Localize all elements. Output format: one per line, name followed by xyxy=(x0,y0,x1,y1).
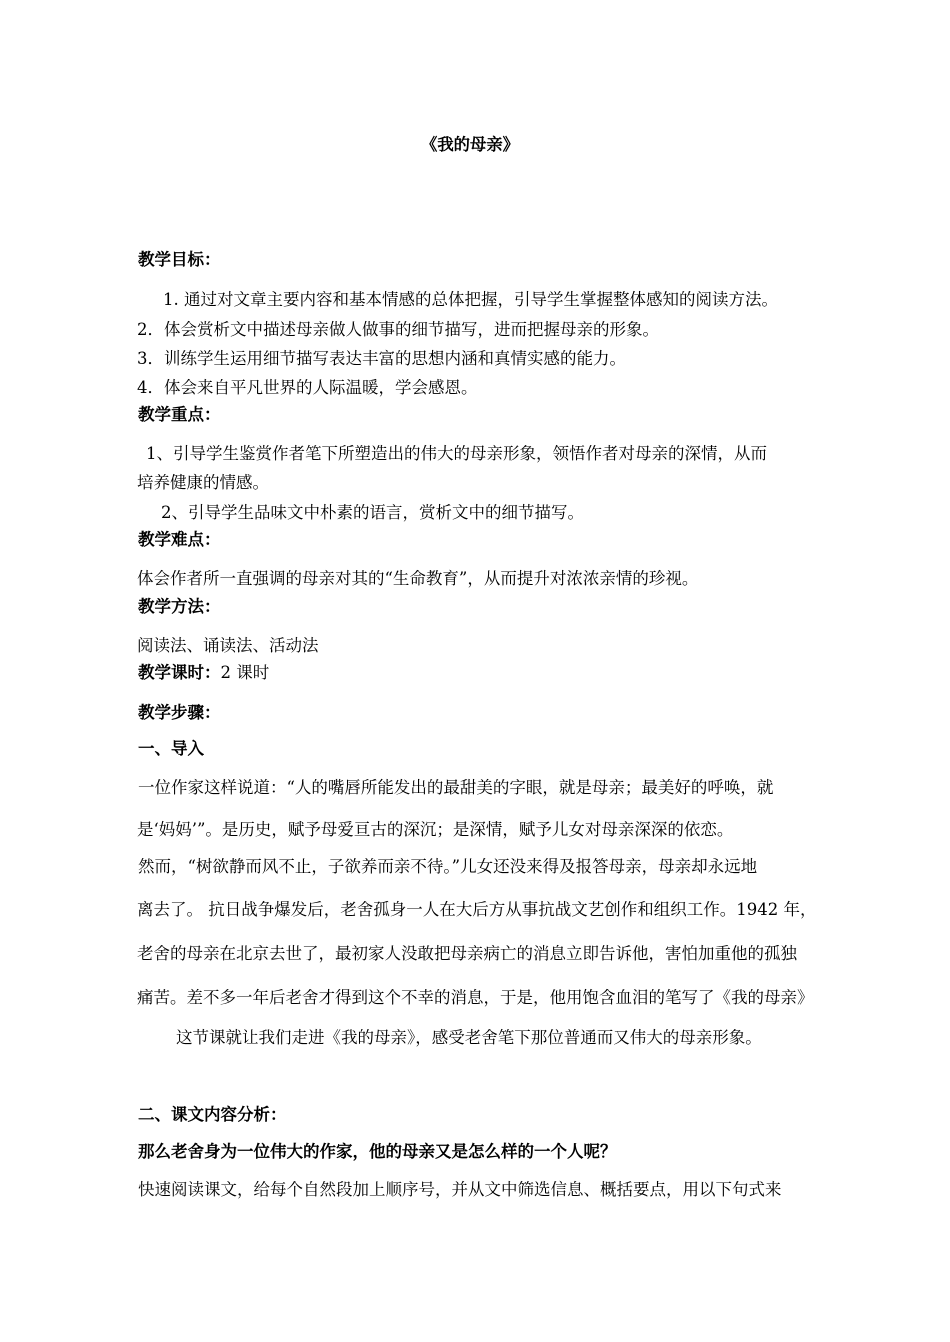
intro-p1-line-1: 一位作家这样说道：“人的嘴唇所能发出的最甜美的字眼，就是母亲；最美好的呼唤，就 xyxy=(138,778,774,797)
key-point-2: 2、引导学生品味文中朴素的语言，赏析文中的细节描写。 xyxy=(161,503,584,522)
steps-heading: 教学步骤： xyxy=(138,703,221,722)
key-points-heading: 教学重点： xyxy=(138,405,221,424)
hours-text: 2 课时 xyxy=(220,663,270,682)
analysis-text-line-1: 快速阅读课文，给每个自然段加上顺序号，并从文中筛选信息、概括要点，用以下句式来 xyxy=(138,1180,782,1199)
key-point-1-line-1: 1、引导学生鉴赏作者笔下所塑造出的伟大的母亲形象，领悟作者对母亲的深情，从而 xyxy=(146,444,767,463)
difficulties-heading: 教学难点： xyxy=(138,530,221,549)
goals-heading: 教学目标： xyxy=(138,250,221,269)
analysis-question: 那么老舍身为一位伟大的作家，他的母亲又是怎么样的一个人呢？ xyxy=(138,1142,617,1161)
intro-heading: 一、导入 xyxy=(138,739,204,758)
intro-p2-line-3: 老舍的母亲在北京去世了，最初家人没敢把母亲病亡的消息立即告诉他，害怕加重他的孤独 xyxy=(137,944,797,963)
intro-p3: 这节课就让我们走进《我的母亲》，感受老舍笔下那位普通而又伟大的母亲形象。 xyxy=(176,1028,762,1047)
goal-item-2: 2．体会赏析文中描述母亲做人做事的细节描写，进而把握母亲的形象。 xyxy=(137,320,659,339)
goal-item-4: 4．体会来自平凡世界的人际温暖，学会感恩。 xyxy=(137,378,478,397)
goal-item-3: 3．训练学生运用细节描写表达丰富的思想内涵和真情实感的能力。 xyxy=(137,349,626,368)
difficulties-text: 体会作者所一直强调的母亲对其的“生命教育”，从而提升对浓浓亲情的珍视。 xyxy=(137,569,699,588)
goal-item-1: 1. 通过对文章主要内容和基本情感的总体把握，引导学生掌握整体感知的阅读方法。 xyxy=(163,290,778,309)
key-point-1-line-2: 培养健康的情感。 xyxy=(137,473,269,492)
document-title: 《我的母亲》 xyxy=(421,135,519,154)
intro-p2-line-1: 然而，“树欲静而风不止，子欲养而亲不待。”儿女还没来得及报答母亲，母亲却永远地 xyxy=(138,857,758,876)
intro-p2-line-4: 痛苦。差不多一年后老舍才得到这个不幸的消息，于是，他用饱含血泪的笔写了《我的母亲》 xyxy=(137,988,814,1007)
analysis-heading: 二、课文内容分析： xyxy=(138,1105,287,1124)
hours-heading: 教学课时： xyxy=(138,663,221,682)
intro-p1-line-2: 是‘妈妈’”。是历史，赋予母爱亘古的深沉；是深情，赋予儿女对母亲深深的依恋。 xyxy=(137,820,734,839)
hours-line xyxy=(138,662,269,684)
intro-p2-line-2: 离去了。 抗日战争爆发后，老舍孤身一人在大后方从事抗战文艺创作和组织工作。1942 年， xyxy=(137,900,817,919)
methods-heading: 教学方法： xyxy=(138,597,221,616)
methods-text: 阅读法、诵读法、活动法 xyxy=(137,636,319,655)
